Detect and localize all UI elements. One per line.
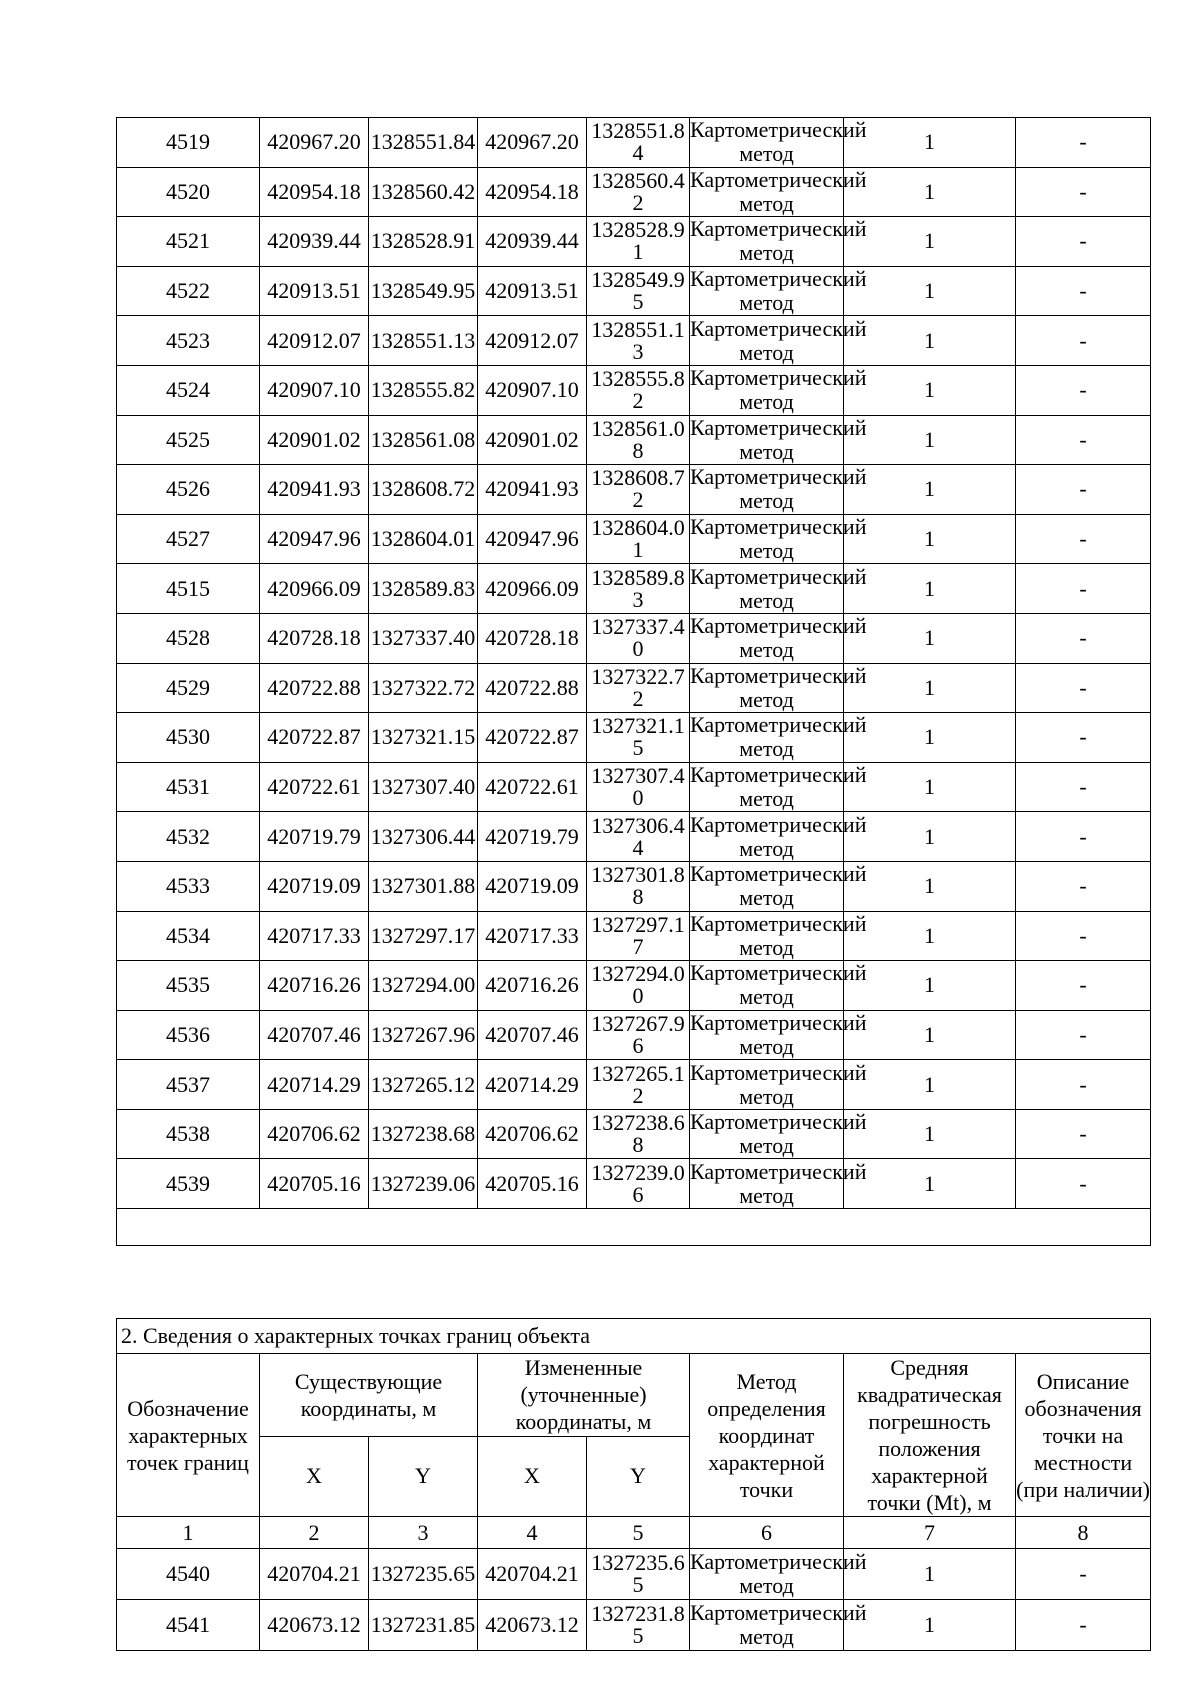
method-cell: Картометрический метод bbox=[690, 613, 867, 663]
changed-x-cell: 420954.18 bbox=[478, 167, 587, 217]
method-cell: Картометрический метод bbox=[690, 1549, 867, 1598]
description-cell: - bbox=[1016, 118, 1151, 168]
point-id-cell: 4524 bbox=[117, 365, 260, 415]
changed-x-cell: 420947.96 bbox=[478, 514, 587, 564]
header-changed-y: Y bbox=[587, 1436, 690, 1517]
changed-x-cell: 420719.79 bbox=[478, 812, 587, 862]
table-row bbox=[117, 961, 1151, 1011]
existing-y-cell: 1327267.96 bbox=[369, 1010, 478, 1060]
existing-x-cell: 420716.26 bbox=[260, 961, 369, 1011]
changed-x-cell: 420706.62 bbox=[478, 1109, 587, 1159]
changed-x-cell: 420912.07 bbox=[478, 316, 587, 366]
method-cell: Картометрический метод bbox=[690, 117, 867, 167]
existing-x-cell: 420967.20 bbox=[260, 118, 369, 168]
changed-x-cell: 420907.10 bbox=[478, 365, 587, 415]
empty-row bbox=[117, 1209, 1151, 1246]
table-row bbox=[117, 713, 1151, 763]
table-row bbox=[117, 861, 1151, 911]
existing-y-cell: 1327307.40 bbox=[369, 762, 478, 812]
existing-x-cell: 420707.46 bbox=[260, 1010, 369, 1060]
mean-error-cell: 1 bbox=[844, 465, 1016, 515]
description-cell: - bbox=[1016, 613, 1151, 663]
mean-error-cell: 1 bbox=[844, 217, 1016, 267]
header-designation: Обозначение характерных точек границ bbox=[117, 1354, 260, 1517]
boundary-points-body bbox=[117, 1549, 1151, 1651]
table-row bbox=[117, 663, 1151, 713]
description-cell: - bbox=[1016, 167, 1151, 217]
changed-x-cell: 420939.44 bbox=[478, 217, 587, 267]
changed-y-cell: 1327239.06 bbox=[587, 1159, 690, 1209]
description-cell: - bbox=[1016, 217, 1151, 267]
empty-cell bbox=[117, 1209, 1151, 1246]
changed-x-cell: 420722.88 bbox=[478, 663, 587, 713]
existing-y-cell: 1327235.65 bbox=[369, 1549, 478, 1600]
existing-x-cell: 420913.51 bbox=[260, 266, 369, 316]
method-cell: Картометрический метод bbox=[690, 414, 867, 464]
existing-x-cell: 420901.02 bbox=[260, 415, 369, 465]
mean-error-cell: 1 bbox=[844, 316, 1016, 366]
column-number: 6 bbox=[690, 1517, 844, 1549]
table-row bbox=[117, 316, 1151, 366]
description-cell: - bbox=[1016, 1159, 1151, 1209]
existing-x-cell: 420705.16 bbox=[260, 1159, 369, 1209]
description-cell: - bbox=[1016, 1600, 1151, 1651]
description-cell: - bbox=[1016, 465, 1151, 515]
table-row bbox=[117, 1549, 1151, 1600]
changed-x-cell: 420707.46 bbox=[478, 1010, 587, 1060]
changed-x-cell: 420705.16 bbox=[478, 1159, 587, 1209]
changed-y-cell: 1327265.12 bbox=[587, 1060, 690, 1110]
mean-error-cell: 1 bbox=[844, 961, 1016, 1011]
changed-x-cell: 420673.12 bbox=[478, 1600, 587, 1651]
changed-x-cell: 420716.26 bbox=[478, 961, 587, 1011]
mean-error-cell: 1 bbox=[844, 1549, 1016, 1600]
header-changed-x: X bbox=[478, 1436, 587, 1517]
point-id-cell: 4530 bbox=[117, 713, 260, 763]
mean-error-cell: 1 bbox=[844, 663, 1016, 713]
changed-y-cell: 1328549.95 bbox=[587, 266, 690, 316]
point-id-cell: 4527 bbox=[117, 514, 260, 564]
point-id-cell: 4534 bbox=[117, 911, 260, 961]
header-existing-coords: Существующие координаты, м bbox=[260, 1354, 478, 1437]
table-row bbox=[117, 217, 1151, 267]
description-cell: - bbox=[1016, 861, 1151, 911]
description-cell: - bbox=[1016, 961, 1151, 1011]
column-number: 5 bbox=[587, 1517, 690, 1549]
description-cell: - bbox=[1016, 1109, 1151, 1159]
table-row bbox=[117, 365, 1151, 415]
existing-x-cell: 420722.88 bbox=[260, 663, 369, 713]
description-cell: - bbox=[1016, 1010, 1151, 1060]
column-number: 7 bbox=[844, 1517, 1016, 1549]
table-caption: 2. Сведения о характерных точках границ объекта bbox=[117, 1319, 1151, 1354]
method-cell: Картометрический метод bbox=[690, 1009, 867, 1059]
method-cell: Картометрический метод bbox=[690, 1109, 867, 1159]
method-cell: Картометрический метод bbox=[690, 216, 867, 266]
point-id-cell: 4539 bbox=[117, 1159, 260, 1209]
changed-y-cell: 1328560.42 bbox=[587, 167, 690, 217]
point-id-cell: 4538 bbox=[117, 1109, 260, 1159]
existing-y-cell: 1328561.08 bbox=[369, 415, 478, 465]
method-cell: Картометрический метод bbox=[690, 166, 867, 216]
table-row bbox=[117, 465, 1151, 515]
existing-x-cell: 420704.21 bbox=[260, 1549, 369, 1600]
point-id-cell: 4525 bbox=[117, 415, 260, 465]
coordinates-table-body bbox=[117, 118, 1151, 1209]
existing-y-cell: 1327321.15 bbox=[369, 713, 478, 763]
boundary-points-table bbox=[116, 1318, 1151, 1651]
changed-y-cell: 1328589.83 bbox=[587, 564, 690, 614]
mean-error-cell: 1 bbox=[844, 564, 1016, 614]
existing-y-cell: 1327297.17 bbox=[369, 911, 478, 961]
existing-y-cell: 1327322.72 bbox=[369, 663, 478, 713]
method-cell: Картометрический метод bbox=[690, 1158, 867, 1208]
header-description: Описание обозначения точки на местности (при наличии) bbox=[1016, 1354, 1151, 1517]
table-row bbox=[117, 1010, 1151, 1060]
existing-y-cell: 1328608.72 bbox=[369, 465, 478, 515]
method-cell: Картометрический метод bbox=[690, 712, 867, 762]
description-cell: - bbox=[1016, 812, 1151, 862]
existing-y-cell: 1327306.44 bbox=[369, 812, 478, 862]
point-id-cell: 4541 bbox=[117, 1600, 260, 1651]
column-number: 8 bbox=[1016, 1517, 1151, 1549]
mean-error-cell: 1 bbox=[844, 167, 1016, 217]
table-row bbox=[117, 167, 1151, 217]
point-id-cell: 4531 bbox=[117, 762, 260, 812]
changed-y-cell: 1328555.82 bbox=[587, 365, 690, 415]
mean-error-cell: 1 bbox=[844, 1600, 1016, 1651]
point-id-cell: 4536 bbox=[117, 1010, 260, 1060]
changed-y-cell: 1327238.68 bbox=[587, 1109, 690, 1159]
mean-error-cell: 1 bbox=[844, 613, 1016, 663]
changed-x-cell: 420913.51 bbox=[478, 266, 587, 316]
method-cell: Картометрический метод bbox=[690, 1059, 867, 1109]
changed-x-cell: 420966.09 bbox=[478, 564, 587, 614]
existing-y-cell: 1328551.13 bbox=[369, 316, 478, 366]
mean-error-cell: 1 bbox=[844, 762, 1016, 812]
changed-x-cell: 420967.20 bbox=[478, 118, 587, 168]
mean-error-cell: 1 bbox=[844, 514, 1016, 564]
point-id-cell: 4532 bbox=[117, 812, 260, 862]
existing-x-cell: 420907.10 bbox=[260, 365, 369, 415]
header-existing-y: Y bbox=[369, 1436, 478, 1517]
existing-x-cell: 420954.18 bbox=[260, 167, 369, 217]
method-cell: Картометрический метод bbox=[690, 960, 867, 1010]
point-id-cell: 4522 bbox=[117, 266, 260, 316]
existing-y-cell: 1327337.40 bbox=[369, 613, 478, 663]
mean-error-cell: 1 bbox=[844, 118, 1016, 168]
mean-error-cell: 1 bbox=[844, 1010, 1016, 1060]
table-row bbox=[117, 911, 1151, 961]
existing-x-cell: 420717.33 bbox=[260, 911, 369, 961]
existing-y-cell: 1327238.68 bbox=[369, 1109, 478, 1159]
mean-error-cell: 1 bbox=[844, 1159, 1016, 1209]
column-number: 2 bbox=[260, 1517, 369, 1549]
method-cell: Картометрический метод bbox=[690, 1600, 867, 1649]
existing-x-cell: 420706.62 bbox=[260, 1109, 369, 1159]
description-cell: - bbox=[1016, 911, 1151, 961]
method-cell: Картометрический метод bbox=[690, 464, 867, 514]
existing-y-cell: 1328604.01 bbox=[369, 514, 478, 564]
existing-x-cell: 420939.44 bbox=[260, 217, 369, 267]
point-id-cell: 4520 bbox=[117, 167, 260, 217]
changed-x-cell: 420714.29 bbox=[478, 1060, 587, 1110]
point-id-cell: 4523 bbox=[117, 316, 260, 366]
point-id-cell: 4526 bbox=[117, 465, 260, 515]
existing-y-cell: 1328551.84 bbox=[369, 118, 478, 168]
description-cell: - bbox=[1016, 1549, 1151, 1600]
changed-y-cell: 1328604.01 bbox=[587, 514, 690, 564]
description-cell: - bbox=[1016, 365, 1151, 415]
method-cell: Картометрический метод bbox=[690, 315, 867, 365]
method-cell: Картометрический метод bbox=[690, 662, 867, 712]
changed-y-cell: 1328528.91 bbox=[587, 217, 690, 267]
point-id-cell: 4540 bbox=[117, 1549, 260, 1600]
existing-y-cell: 1328555.82 bbox=[369, 365, 478, 415]
changed-y-cell: 1327235.65 bbox=[587, 1549, 690, 1600]
existing-x-cell: 420947.96 bbox=[260, 514, 369, 564]
mean-error-cell: 1 bbox=[844, 812, 1016, 862]
method-cell: Картометрический метод bbox=[690, 266, 867, 316]
description-cell: - bbox=[1016, 1060, 1151, 1110]
mean-error-cell: 1 bbox=[844, 365, 1016, 415]
changed-y-cell: 1328561.08 bbox=[587, 415, 690, 465]
existing-x-cell: 420673.12 bbox=[260, 1600, 369, 1651]
changed-y-cell: 1327301.88 bbox=[587, 861, 690, 911]
changed-x-cell: 420704.21 bbox=[478, 1549, 587, 1600]
changed-y-cell: 1327321.15 bbox=[587, 713, 690, 763]
header-existing-x: X bbox=[260, 1436, 369, 1517]
changed-y-cell: 1327231.85 bbox=[587, 1600, 690, 1651]
table-row bbox=[117, 266, 1151, 316]
mean-error-cell: 1 bbox=[844, 415, 1016, 465]
changed-x-cell: 420717.33 bbox=[478, 911, 587, 961]
column-number: 3 bbox=[369, 1517, 478, 1549]
mean-error-cell: 1 bbox=[844, 911, 1016, 961]
changed-y-cell: 1327297.17 bbox=[587, 911, 690, 961]
changed-y-cell: 1327307.40 bbox=[587, 762, 690, 812]
existing-y-cell: 1327265.12 bbox=[369, 1060, 478, 1110]
existing-x-cell: 420714.29 bbox=[260, 1060, 369, 1110]
existing-x-cell: 420941.93 bbox=[260, 465, 369, 515]
table-row bbox=[117, 613, 1151, 663]
column-number-row bbox=[117, 1517, 1151, 1549]
method-cell: Картометрический метод bbox=[690, 762, 867, 812]
changed-x-cell: 420901.02 bbox=[478, 415, 587, 465]
existing-x-cell: 420719.09 bbox=[260, 861, 369, 911]
existing-x-cell: 420912.07 bbox=[260, 316, 369, 366]
method-cell: Картометрический метод bbox=[690, 365, 867, 415]
point-id-cell: 4519 bbox=[117, 118, 260, 168]
existing-y-cell: 1327239.06 bbox=[369, 1159, 478, 1209]
table-row bbox=[117, 564, 1151, 614]
changed-x-cell: 420719.09 bbox=[478, 861, 587, 911]
table-row bbox=[117, 1109, 1151, 1159]
description-cell: - bbox=[1016, 762, 1151, 812]
table-row bbox=[117, 1159, 1151, 1209]
header-changed-coords: Измененные (уточненные) координаты, м bbox=[478, 1354, 690, 1437]
changed-y-cell: 1327294.00 bbox=[587, 961, 690, 1011]
mean-error-cell: 1 bbox=[844, 861, 1016, 911]
existing-y-cell: 1327294.00 bbox=[369, 961, 478, 1011]
changed-y-cell: 1327267.96 bbox=[587, 1010, 690, 1060]
method-cell: Картометрический метод bbox=[690, 514, 867, 564]
changed-y-cell: 1327306.44 bbox=[587, 812, 690, 862]
point-id-cell: 4529 bbox=[117, 663, 260, 713]
point-id-cell: 4537 bbox=[117, 1060, 260, 1110]
existing-y-cell: 1327231.85 bbox=[369, 1600, 478, 1651]
existing-x-cell: 420728.18 bbox=[260, 613, 369, 663]
table-row bbox=[117, 415, 1151, 465]
table-row bbox=[117, 118, 1151, 168]
description-cell: - bbox=[1016, 316, 1151, 366]
existing-y-cell: 1328549.95 bbox=[369, 266, 478, 316]
description-cell: - bbox=[1016, 415, 1151, 465]
header-mean-error: Средняя квадратическая погрешность положения характерной точки (Mt), м bbox=[844, 1354, 1016, 1517]
table-row bbox=[117, 1600, 1151, 1651]
description-cell: - bbox=[1016, 713, 1151, 763]
changed-y-cell: 1327322.72 bbox=[587, 663, 690, 713]
table-row bbox=[117, 514, 1151, 564]
changed-y-cell: 1328551.84 bbox=[587, 118, 690, 168]
existing-y-cell: 1328560.42 bbox=[369, 167, 478, 217]
column-number: 4 bbox=[478, 1517, 587, 1549]
changed-x-cell: 420722.87 bbox=[478, 713, 587, 763]
table-row bbox=[117, 812, 1151, 862]
existing-y-cell: 1328528.91 bbox=[369, 217, 478, 267]
changed-x-cell: 420941.93 bbox=[478, 465, 587, 515]
description-cell: - bbox=[1016, 514, 1151, 564]
description-cell: - bbox=[1016, 266, 1151, 316]
table-row bbox=[117, 1060, 1151, 1110]
mean-error-cell: 1 bbox=[844, 266, 1016, 316]
changed-x-cell: 420728.18 bbox=[478, 613, 587, 663]
existing-x-cell: 420722.87 bbox=[260, 713, 369, 763]
point-id-cell: 4533 bbox=[117, 861, 260, 911]
method-cell: Картометрический метод bbox=[690, 910, 867, 960]
mean-error-cell: 1 bbox=[844, 713, 1016, 763]
existing-x-cell: 420719.79 bbox=[260, 812, 369, 862]
mean-error-cell: 1 bbox=[844, 1109, 1016, 1159]
point-id-cell: 4535 bbox=[117, 961, 260, 1011]
table-row bbox=[117, 762, 1151, 812]
header-method: Метод определения координат характерной точки bbox=[690, 1354, 844, 1517]
existing-y-cell: 1328589.83 bbox=[369, 564, 478, 614]
method-cell: Картометрический метод bbox=[690, 563, 867, 613]
existing-x-cell: 420722.61 bbox=[260, 762, 369, 812]
changed-y-cell: 1327337.40 bbox=[587, 613, 690, 663]
existing-x-cell: 420966.09 bbox=[260, 564, 369, 614]
existing-y-cell: 1327301.88 bbox=[369, 861, 478, 911]
mean-error-cell: 1 bbox=[844, 1060, 1016, 1110]
method-cell: Картометрический метод bbox=[690, 811, 867, 861]
coordinates-table-continued bbox=[116, 117, 1151, 1246]
column-number: 1 bbox=[117, 1517, 260, 1549]
point-id-cell: 4521 bbox=[117, 217, 260, 267]
point-id-cell: 4515 bbox=[117, 564, 260, 614]
description-cell: - bbox=[1016, 564, 1151, 614]
changed-y-cell: 1328608.72 bbox=[587, 465, 690, 515]
description-cell: - bbox=[1016, 663, 1151, 713]
point-id-cell: 4528 bbox=[117, 613, 260, 663]
changed-y-cell: 1328551.13 bbox=[587, 316, 690, 366]
changed-x-cell: 420722.61 bbox=[478, 762, 587, 812]
method-cell: Картометрический метод bbox=[690, 861, 867, 911]
